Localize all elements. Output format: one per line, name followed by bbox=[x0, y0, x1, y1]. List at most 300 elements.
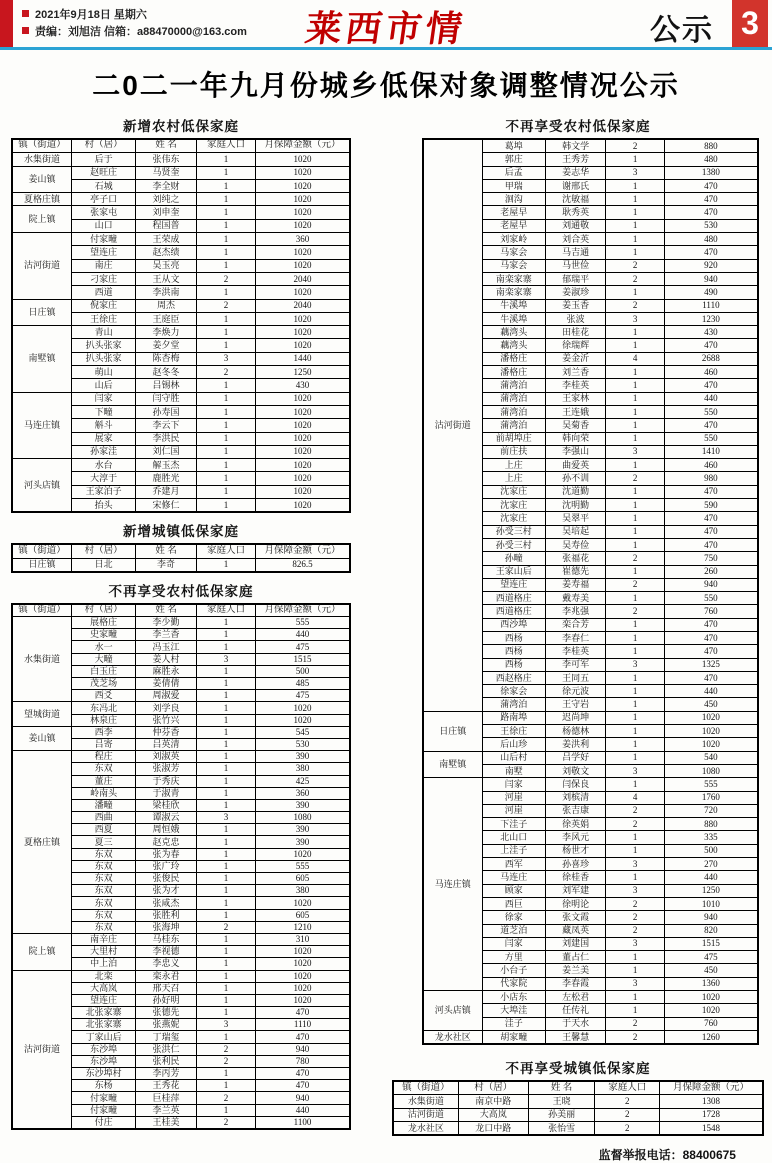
amount-cell: 470 bbox=[664, 379, 758, 392]
table-header-row bbox=[12, 604, 350, 617]
village-cell: 西赵格庄 bbox=[482, 671, 546, 684]
name-cell: 迟尚坤 bbox=[546, 711, 606, 724]
village-cell: 亭子口 bbox=[72, 193, 136, 206]
name-cell: 吴玉亮 bbox=[136, 259, 197, 272]
amount-cell: 470 bbox=[664, 618, 758, 631]
amount-cell: 1515 bbox=[664, 937, 758, 950]
town-cell: 水集街道 bbox=[12, 617, 72, 702]
village-cell: 老屋早 bbox=[482, 206, 546, 219]
amount-cell: 430 bbox=[664, 326, 758, 339]
household-size-cell: 1 bbox=[606, 831, 665, 844]
amount-cell: 1020 bbox=[664, 725, 758, 738]
town-cell: 马连庄镇 bbox=[423, 778, 482, 991]
village-cell: 东双 bbox=[72, 885, 136, 897]
village-cell: 日北 bbox=[72, 558, 136, 572]
household-size-cell: 1 bbox=[196, 472, 255, 485]
household-size-cell: 1 bbox=[606, 525, 665, 538]
left-column bbox=[11, 108, 351, 1130]
household-size-cell: 1 bbox=[196, 219, 255, 232]
name-cell: 孙不训 bbox=[546, 472, 606, 485]
name-cell: 张为春 bbox=[136, 848, 197, 860]
column-header: 镇（街道） bbox=[12, 139, 72, 153]
new-rural-table bbox=[11, 138, 351, 513]
column-header: 家庭人口 bbox=[196, 604, 255, 617]
amount-cell: 1020 bbox=[256, 499, 351, 513]
village-cell: 斛斗 bbox=[72, 419, 136, 432]
village-cell: 刁家庄 bbox=[72, 272, 136, 285]
table-row bbox=[12, 970, 350, 982]
village-cell: 蒲湾泊 bbox=[482, 698, 546, 711]
village-cell: 马连庄 bbox=[482, 871, 546, 884]
amount-cell: 1020 bbox=[256, 946, 351, 958]
village-cell: 后山珍 bbox=[482, 738, 546, 751]
amount-cell: 1020 bbox=[256, 206, 351, 219]
household-size-cell: 2 bbox=[196, 1116, 255, 1129]
village-cell: 东杨 bbox=[72, 1080, 136, 1092]
amount-cell: 1020 bbox=[256, 286, 351, 299]
village-cell: 前庄扶 bbox=[482, 445, 546, 458]
name-cell: 马桂东 bbox=[136, 933, 197, 945]
town-cell: 马连庄镇 bbox=[12, 392, 72, 458]
village-cell: 石城 bbox=[72, 179, 136, 192]
name-cell: 吕学好 bbox=[546, 751, 606, 764]
household-size-cell: 1 bbox=[196, 179, 255, 192]
amount-cell: 555 bbox=[664, 778, 758, 791]
household-size-cell: 1 bbox=[606, 618, 665, 631]
name-cell: 刘军建 bbox=[546, 884, 606, 897]
amount-cell: 980 bbox=[664, 472, 758, 485]
amount-cell: 460 bbox=[664, 459, 758, 472]
amount-cell: 470 bbox=[664, 193, 758, 206]
name-cell: 姜淑珍 bbox=[546, 286, 606, 299]
village-cell: 沈家庄 bbox=[482, 512, 546, 525]
village-cell: 董庄 bbox=[72, 775, 136, 787]
name-cell: 姜玉香 bbox=[546, 299, 606, 312]
village-cell: 西李 bbox=[72, 726, 136, 738]
masthead: 莱西市情 bbox=[302, 9, 469, 49]
amount-cell: 1020 bbox=[256, 193, 351, 206]
amount-cell: 1548 bbox=[660, 1122, 763, 1136]
household-size-cell: 4 bbox=[606, 791, 665, 804]
village-cell: 北栾 bbox=[72, 970, 136, 982]
name-cell: 张胜利 bbox=[136, 909, 197, 921]
name-cell: 王馨慧 bbox=[546, 1030, 606, 1044]
name-cell: 孙喜珍 bbox=[546, 858, 606, 871]
table-row bbox=[12, 166, 350, 179]
amount-cell: 475 bbox=[256, 641, 351, 653]
household-size-cell: 3 bbox=[196, 653, 255, 665]
amount-cell: 425 bbox=[256, 775, 351, 787]
household-size-cell: 1 bbox=[196, 166, 255, 179]
household-size-cell: 1 bbox=[196, 763, 255, 775]
household-size-cell: 1 bbox=[606, 206, 665, 219]
household-size-cell: 1 bbox=[606, 964, 665, 977]
village-cell: 西杨 bbox=[482, 645, 546, 658]
amount-cell: 590 bbox=[664, 499, 758, 512]
village-cell: 洄沟 bbox=[482, 193, 546, 206]
name-cell: 沈敏福 bbox=[546, 193, 606, 206]
name-cell: 韩向荣 bbox=[546, 432, 606, 445]
amount-cell: 1100 bbox=[256, 1116, 351, 1129]
amount-cell: 390 bbox=[256, 836, 351, 848]
amount-cell: 1515 bbox=[256, 653, 351, 665]
table-row bbox=[12, 193, 350, 206]
household-size-cell: 3 bbox=[606, 658, 665, 671]
village-cell: 东双 bbox=[72, 921, 136, 933]
amount-cell: 1020 bbox=[256, 485, 351, 498]
amount-cell: 440 bbox=[256, 629, 351, 641]
column-header: 镇（街道） bbox=[393, 1081, 458, 1095]
village-cell: 水一 bbox=[72, 641, 136, 653]
village-cell: 望连庄 bbox=[72, 994, 136, 1006]
name-cell: 刘纯之 bbox=[136, 193, 197, 206]
amount-cell: 1020 bbox=[664, 711, 758, 724]
amount-cell: 1020 bbox=[256, 312, 351, 325]
village-cell: 徐家会 bbox=[482, 685, 546, 698]
household-size-cell: 1 bbox=[196, 339, 255, 352]
village-cell: 望连庄 bbox=[72, 246, 136, 259]
amount-cell: 480 bbox=[664, 153, 758, 166]
village-cell: 前胡埠庄 bbox=[482, 432, 546, 445]
name-cell: 徐桂香 bbox=[546, 871, 606, 884]
amount-cell: 545 bbox=[256, 726, 351, 738]
village-cell: 东双 bbox=[72, 763, 136, 775]
table-row bbox=[12, 326, 350, 339]
amount-cell: 390 bbox=[256, 751, 351, 763]
household-size-cell: 1 bbox=[606, 631, 665, 644]
amount-cell: 1020 bbox=[256, 459, 351, 472]
amount-cell: 1440 bbox=[256, 352, 351, 365]
household-size-cell: 1 bbox=[196, 246, 255, 259]
town-cell: 水集街道 bbox=[12, 153, 72, 166]
village-cell: 南墅 bbox=[482, 764, 546, 777]
amount-cell: 1020 bbox=[256, 179, 351, 192]
amount-cell: 880 bbox=[664, 818, 758, 831]
table-row bbox=[423, 991, 758, 1004]
household-size-cell: 2 bbox=[606, 818, 665, 831]
amount-cell: 450 bbox=[664, 964, 758, 977]
household-size-cell: 1 bbox=[196, 405, 255, 418]
town-cell: 水集街道 bbox=[393, 1095, 458, 1108]
household-size-cell: 2 bbox=[606, 897, 665, 910]
village-cell: 甲瑞 bbox=[482, 179, 546, 192]
village-cell: 潘疃 bbox=[72, 799, 136, 811]
household-size-cell: 1 bbox=[196, 665, 255, 677]
amount-cell: 470 bbox=[664, 645, 758, 658]
table-row bbox=[393, 1108, 763, 1121]
name-cell: 徐元波 bbox=[546, 685, 606, 698]
town-cell: 夏格庄镇 bbox=[12, 751, 72, 934]
village-cell: 大高岚 bbox=[458, 1108, 528, 1121]
village-cell: 西杨 bbox=[482, 631, 546, 644]
amount-cell: 1020 bbox=[256, 714, 351, 726]
table-row bbox=[12, 751, 350, 763]
column-header: 姓 名 bbox=[528, 1081, 595, 1095]
issue-date: 2021年9月18日 星期六 bbox=[35, 8, 147, 21]
household-size-cell: 2 bbox=[606, 299, 665, 312]
village-cell: 山口 bbox=[72, 219, 136, 232]
village-cell: 史家疃 bbox=[72, 629, 136, 641]
name-cell: 张吉康 bbox=[546, 804, 606, 817]
name-cell: 李忠义 bbox=[136, 958, 197, 970]
amount-cell: 1020 bbox=[256, 419, 351, 432]
amount-cell: 480 bbox=[664, 233, 758, 246]
amount-cell: 470 bbox=[664, 419, 758, 432]
amount-cell: 470 bbox=[256, 1007, 351, 1019]
name-cell: 刘淑英 bbox=[136, 751, 197, 763]
name-cell: 田桂花 bbox=[546, 326, 606, 339]
household-size-cell: 2 bbox=[606, 259, 665, 272]
name-cell: 吴菊香 bbox=[546, 419, 606, 432]
name-cell: 徐明论 bbox=[546, 897, 606, 910]
village-cell: 倪家庄 bbox=[72, 299, 136, 312]
village-cell: 小台子 bbox=[482, 964, 546, 977]
amount-cell: 390 bbox=[256, 799, 351, 811]
village-cell: 王徐庄 bbox=[72, 312, 136, 325]
household-size-cell: 1 bbox=[196, 958, 255, 970]
amount-cell: 1020 bbox=[256, 246, 351, 259]
village-cell: 南庄 bbox=[72, 259, 136, 272]
household-size-cell: 1 bbox=[606, 725, 665, 738]
amount-cell: 440 bbox=[664, 685, 758, 698]
name-cell: 程国普 bbox=[136, 219, 197, 232]
name-cell: 梁桂欣 bbox=[136, 799, 197, 811]
amount-cell: 940 bbox=[664, 911, 758, 924]
village-cell: 蒲湾泊 bbox=[482, 392, 546, 405]
amount-cell: 260 bbox=[664, 565, 758, 578]
village-cell: 东沙埠 bbox=[72, 1043, 136, 1055]
village-cell: 付庄 bbox=[72, 1116, 136, 1129]
household-size-cell: 1 bbox=[196, 432, 255, 445]
amount-cell: 1020 bbox=[256, 897, 351, 909]
name-cell: 乔建月 bbox=[136, 485, 197, 498]
page-title: 二0二一年九月份城乡低保对象调整情况公示 bbox=[92, 70, 680, 101]
name-cell: 李兰香 bbox=[136, 629, 197, 641]
village-cell: 藕湾头 bbox=[482, 326, 546, 339]
amount-cell: 1308 bbox=[660, 1095, 763, 1108]
household-size-cell: 2 bbox=[606, 804, 665, 817]
household-size-cell: 1 bbox=[606, 193, 665, 206]
household-size-cell: 1 bbox=[606, 538, 665, 551]
amount-cell: 1210 bbox=[256, 921, 351, 933]
name-cell: 马世俭 bbox=[546, 259, 606, 272]
town-cell: 姜山镇 bbox=[12, 726, 72, 750]
name-cell: 王从文 bbox=[136, 272, 197, 285]
town-cell: 沽河街道 bbox=[393, 1108, 458, 1121]
household-size-cell: 2 bbox=[606, 139, 665, 153]
village-cell: 王家泊子 bbox=[72, 485, 136, 498]
household-size-cell: 2 bbox=[595, 1108, 660, 1121]
name-cell: 周淑爱 bbox=[136, 690, 197, 702]
amount-cell: 475 bbox=[664, 951, 758, 964]
village-cell: 西巨 bbox=[482, 897, 546, 910]
name-cell: 张洪仁 bbox=[136, 1043, 197, 1055]
name-cell: 张文霞 bbox=[546, 911, 606, 924]
household-size-cell: 1 bbox=[196, 286, 255, 299]
village-cell: 东冯北 bbox=[72, 702, 136, 714]
name-cell: 于淑青 bbox=[136, 787, 197, 799]
household-size-cell: 2 bbox=[196, 921, 255, 933]
household-size-cell: 1 bbox=[196, 836, 255, 848]
amount-cell: 1260 bbox=[664, 1030, 758, 1044]
name-cell: 赵杰绩 bbox=[136, 246, 197, 259]
village-cell: 顾家 bbox=[482, 884, 546, 897]
amount-cell: 470 bbox=[256, 1080, 351, 1092]
amount-cell: 1020 bbox=[256, 432, 351, 445]
amount-cell: 270 bbox=[664, 858, 758, 871]
amount-cell: 1020 bbox=[256, 702, 351, 714]
village-cell: 王家山后 bbox=[482, 565, 546, 578]
table-row bbox=[12, 459, 350, 472]
household-size-cell: 1 bbox=[606, 246, 665, 259]
household-size-cell: 2 bbox=[606, 472, 665, 485]
village-cell: 牛溪埠 bbox=[482, 312, 546, 325]
amount-cell: 1020 bbox=[664, 991, 758, 1004]
household-size-cell: 1 bbox=[606, 326, 665, 339]
village-cell: 南栾家寨 bbox=[482, 286, 546, 299]
household-size-cell: 1 bbox=[196, 994, 255, 1006]
name-cell: 任传礼 bbox=[546, 1004, 606, 1017]
household-size-cell: 1 bbox=[196, 860, 255, 872]
village-cell: 上洼子 bbox=[482, 844, 546, 857]
household-size-cell: 1 bbox=[196, 751, 255, 763]
household-size-cell: 1 bbox=[196, 982, 255, 994]
column-header: 村（居） bbox=[72, 139, 136, 153]
village-cell: 马家会 bbox=[482, 259, 546, 272]
amount-cell: 550 bbox=[664, 432, 758, 445]
amount-cell: 780 bbox=[256, 1055, 351, 1067]
name-cell: 王庭臣 bbox=[136, 312, 197, 325]
amount-cell: 500 bbox=[664, 844, 758, 857]
column-header: 家庭人口 bbox=[196, 139, 255, 153]
household-size-cell: 1 bbox=[606, 844, 665, 857]
name-cell: 姜人村 bbox=[136, 653, 197, 665]
household-size-cell: 1 bbox=[196, 379, 255, 392]
name-cell: 刘敬文 bbox=[546, 764, 606, 777]
household-size-cell: 2 bbox=[606, 924, 665, 937]
issue-meta bbox=[22, 5, 247, 39]
village-cell: 孙受三村 bbox=[482, 538, 546, 551]
table-row bbox=[12, 299, 350, 312]
amount-cell: 1250 bbox=[256, 366, 351, 379]
household-size-cell: 3 bbox=[196, 1019, 255, 1031]
amount-cell: 1020 bbox=[256, 153, 351, 166]
village-cell: 道芝泊 bbox=[482, 924, 546, 937]
table-row bbox=[12, 933, 350, 945]
table-title-new-rural: 新增农村低保家庭 bbox=[123, 119, 239, 134]
household-size-cell: 1 bbox=[606, 499, 665, 512]
amount-cell: 530 bbox=[664, 219, 758, 232]
name-cell: 姜洪利 bbox=[546, 738, 606, 751]
amount-cell: 940 bbox=[664, 272, 758, 285]
household-size-cell: 1 bbox=[196, 738, 255, 750]
amount-cell: 1250 bbox=[664, 884, 758, 897]
name-cell: 姜倩倩 bbox=[136, 678, 197, 690]
amount-cell: 470 bbox=[664, 512, 758, 525]
amount-cell: 605 bbox=[256, 909, 351, 921]
household-size-cell: 1 bbox=[606, 592, 665, 605]
amount-cell: 1080 bbox=[256, 812, 351, 824]
table-title-new-urban: 新增城镇低保家庭 bbox=[123, 524, 239, 540]
amount-cell: 1020 bbox=[256, 472, 351, 485]
household-size-cell: 1 bbox=[606, 459, 665, 472]
town-cell: 院上镇 bbox=[12, 933, 72, 970]
village-cell: 西曲 bbox=[72, 812, 136, 824]
amount-cell: 485 bbox=[256, 678, 351, 690]
village-cell: 河崖 bbox=[482, 804, 546, 817]
table-row bbox=[423, 778, 758, 791]
amount-cell: 550 bbox=[664, 405, 758, 418]
amount-cell: 1410 bbox=[664, 445, 758, 458]
amount-cell: 1020 bbox=[256, 392, 351, 405]
village-cell: 大淳于 bbox=[72, 472, 136, 485]
table-row bbox=[393, 1122, 763, 1136]
village-cell: 望连庄 bbox=[482, 578, 546, 591]
amount-cell: 470 bbox=[664, 206, 758, 219]
village-cell: 北张家寨 bbox=[72, 1007, 136, 1019]
name-cell: 戴寿美 bbox=[546, 592, 606, 605]
name-cell: 周恒娥 bbox=[136, 824, 197, 836]
village-cell: 路南埠 bbox=[482, 711, 546, 724]
new-urban-table bbox=[11, 543, 351, 573]
name-cell: 邢天召 bbox=[136, 982, 197, 994]
name-cell: 王守岩 bbox=[546, 698, 606, 711]
household-size-cell: 1 bbox=[606, 286, 665, 299]
column-header: 姓 名 bbox=[136, 604, 197, 617]
village-cell: 西道 bbox=[72, 286, 136, 299]
name-cell: 姜金沂 bbox=[546, 352, 606, 365]
name-cell: 李全财 bbox=[136, 179, 197, 192]
household-size-cell: 1 bbox=[606, 379, 665, 392]
village-cell: 大高岚 bbox=[72, 982, 136, 994]
name-cell: 李兆强 bbox=[546, 605, 606, 618]
column-header: 家庭人口 bbox=[196, 544, 255, 558]
amount-cell: 1020 bbox=[256, 958, 351, 970]
household-size-cell: 1 bbox=[606, 366, 665, 379]
village-cell: 西夏 bbox=[72, 824, 136, 836]
household-size-cell: 1 bbox=[196, 848, 255, 860]
name-cell: 耿秀英 bbox=[546, 206, 606, 219]
village-cell: 展格庄 bbox=[72, 617, 136, 629]
amount-cell: 470 bbox=[256, 1068, 351, 1080]
household-size-cell: 1 bbox=[196, 206, 255, 219]
amount-cell: 940 bbox=[664, 578, 758, 591]
village-cell: 林泉庄 bbox=[72, 714, 136, 726]
amount-cell: 540 bbox=[664, 751, 758, 764]
name-cell: 赵克忠 bbox=[136, 836, 197, 848]
name-cell: 谢邢氏 bbox=[546, 179, 606, 192]
amount-cell: 555 bbox=[256, 617, 351, 629]
table-header-row bbox=[12, 139, 350, 153]
town-cell: 南墅镇 bbox=[423, 751, 482, 778]
amount-cell: 470 bbox=[664, 538, 758, 551]
village-cell: 抬头 bbox=[72, 499, 136, 513]
amount-cell: 605 bbox=[256, 873, 351, 885]
household-size-cell: 1 bbox=[196, 641, 255, 653]
editor-line bbox=[22, 22, 247, 39]
village-cell: 水台 bbox=[72, 459, 136, 472]
household-size-cell: 1 bbox=[606, 738, 665, 751]
amount-cell: 440 bbox=[664, 392, 758, 405]
name-cell: 刘兰香 bbox=[546, 366, 606, 379]
village-cell: 郭庄 bbox=[482, 153, 546, 166]
name-cell: 崔德先 bbox=[546, 565, 606, 578]
household-size-cell: 1 bbox=[196, 259, 255, 272]
name-cell: 张竹兴 bbox=[136, 714, 197, 726]
name-cell: 李焕力 bbox=[136, 326, 197, 339]
village-cell: 老屋早 bbox=[482, 219, 546, 232]
name-cell: 王秀花 bbox=[136, 1080, 197, 1092]
